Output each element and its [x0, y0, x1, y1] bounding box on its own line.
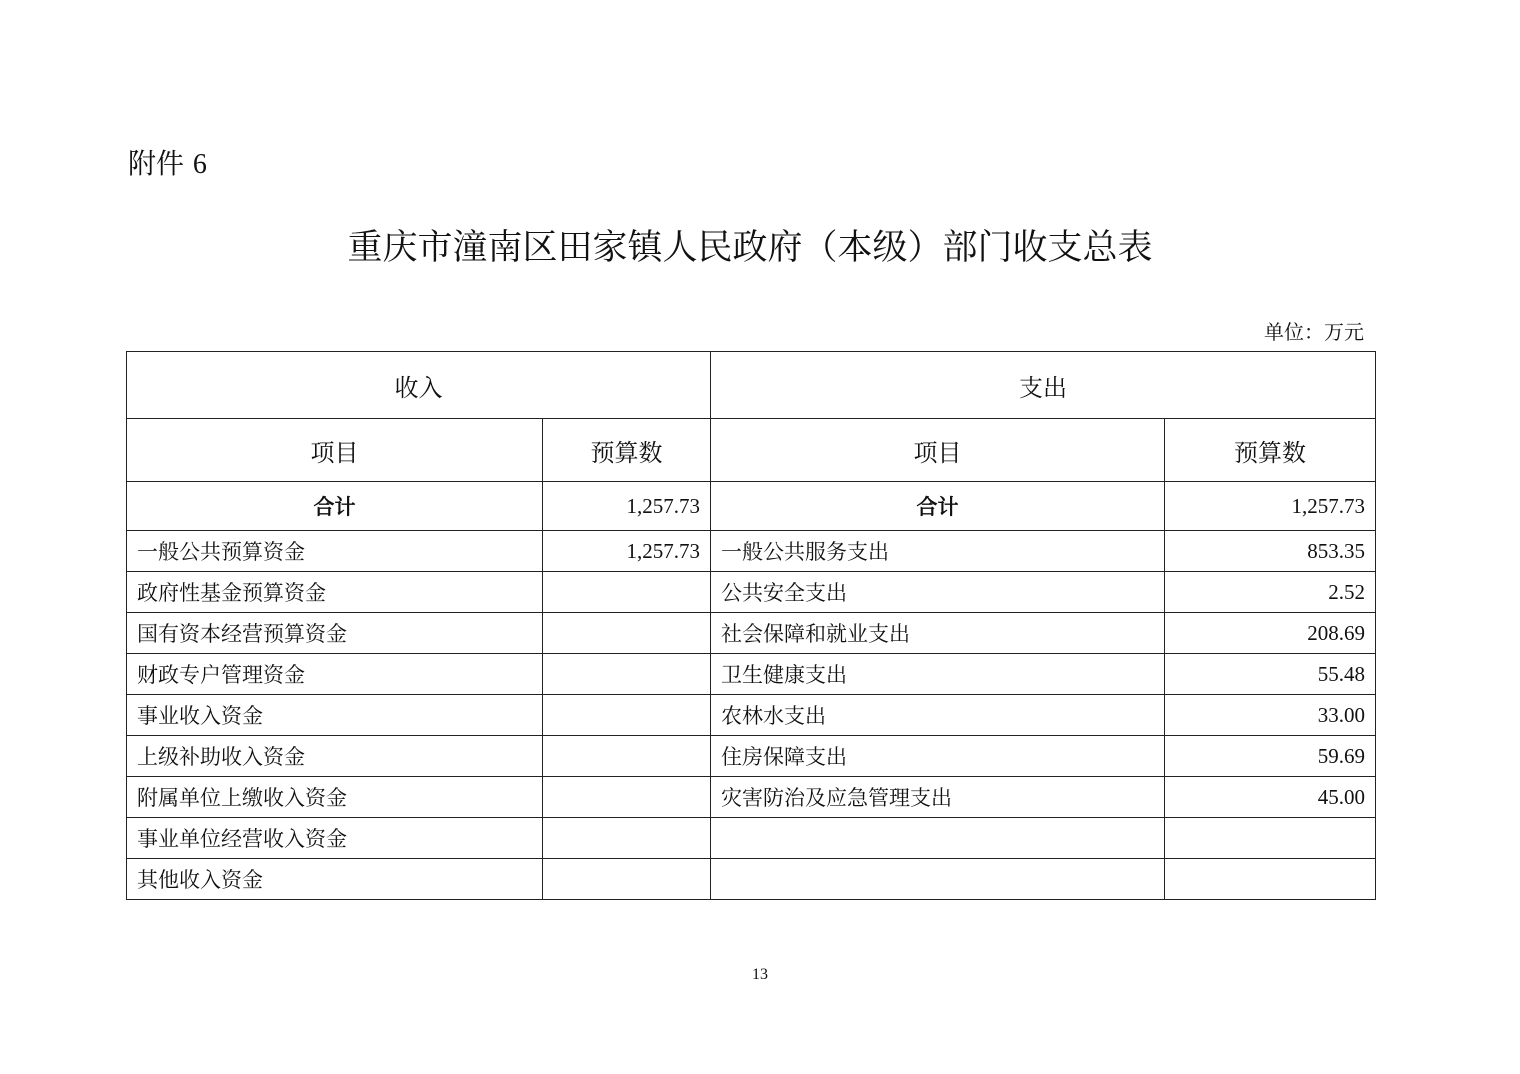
- expense-budget-column-header: 预算数: [1165, 419, 1376, 482]
- income-value: [543, 736, 711, 777]
- income-item: 其他收入资金: [127, 859, 543, 900]
- income-value: [543, 654, 711, 695]
- expense-item: 公共安全支出: [711, 572, 1165, 613]
- total-row: [127, 482, 1376, 531]
- income-item: 附属单位上缴收入资金: [127, 777, 543, 818]
- income-item-column-header: 项目: [127, 419, 543, 482]
- expense-value: 55.48: [1165, 654, 1376, 695]
- income-value: [543, 818, 711, 859]
- column-header-row: [127, 419, 1376, 482]
- table-row: [127, 736, 1376, 777]
- income-value: 1,257.73: [543, 531, 711, 572]
- page-title: 重庆市潼南区田家镇人民政府（本级）部门收支总表: [347, 228, 1153, 268]
- income-item: 事业单位经营收入资金: [127, 818, 543, 859]
- income-total-label: 合计: [127, 482, 543, 531]
- attachment-number: 6: [192, 149, 207, 180]
- expense-total-value: 1,257.73: [1165, 482, 1376, 531]
- table-row: [127, 572, 1376, 613]
- expense-total-label: 合计: [711, 482, 1165, 531]
- expense-item: 社会保障和就业支出: [711, 613, 1165, 654]
- expense-item: 卫生健康支出: [711, 654, 1165, 695]
- expense-value: [1165, 818, 1376, 859]
- page-number: 13: [752, 966, 768, 983]
- expense-header: 支出: [711, 352, 1376, 419]
- expense-item: 灾害防治及应急管理支出: [711, 777, 1165, 818]
- table-row: [127, 818, 1376, 859]
- table-row: [127, 695, 1376, 736]
- expense-item: [711, 859, 1165, 900]
- unit-label: 单位：万元: [1264, 320, 1364, 344]
- income-item: 政府性基金预算资金: [127, 572, 543, 613]
- expense-item: 农林水支出: [711, 695, 1165, 736]
- income-item: 事业收入资金: [127, 695, 543, 736]
- income-total-value: 1,257.73: [543, 482, 711, 531]
- table-row: [127, 654, 1376, 695]
- expense-item: 一般公共服务支出: [711, 531, 1165, 572]
- expense-item: [711, 818, 1165, 859]
- expense-value: 33.00: [1165, 695, 1376, 736]
- expense-value: [1165, 859, 1376, 900]
- income-item: 财政专户管理资金: [127, 654, 543, 695]
- expense-value: 45.00: [1165, 777, 1376, 818]
- table-row: [127, 531, 1376, 572]
- attachment-text: 附件: [128, 147, 185, 180]
- budget-summary-table: [126, 351, 1376, 900]
- table-row: [127, 613, 1376, 654]
- income-item: 上级补助收入资金: [127, 736, 543, 777]
- income-budget-column-header: 预算数: [543, 419, 711, 482]
- income-value: [543, 695, 711, 736]
- income-value: [543, 613, 711, 654]
- expense-value: 853.35: [1165, 531, 1376, 572]
- expense-value: 2.52: [1165, 572, 1376, 613]
- income-item: 国有资本经营预算资金: [127, 613, 543, 654]
- table-row: [127, 859, 1376, 900]
- expense-item: 住房保障支出: [711, 736, 1165, 777]
- income-value: [543, 572, 711, 613]
- table-row: [127, 777, 1376, 818]
- income-value: [543, 777, 711, 818]
- section-header-row: [127, 352, 1376, 419]
- income-value: [543, 859, 711, 900]
- expense-item-column-header: 项目: [711, 419, 1165, 482]
- income-header: 收入: [127, 352, 711, 419]
- expense-value: 208.69: [1165, 613, 1376, 654]
- expense-value: 59.69: [1165, 736, 1376, 777]
- attachment-label: [128, 142, 207, 182]
- income-item: 一般公共预算资金: [127, 531, 543, 572]
